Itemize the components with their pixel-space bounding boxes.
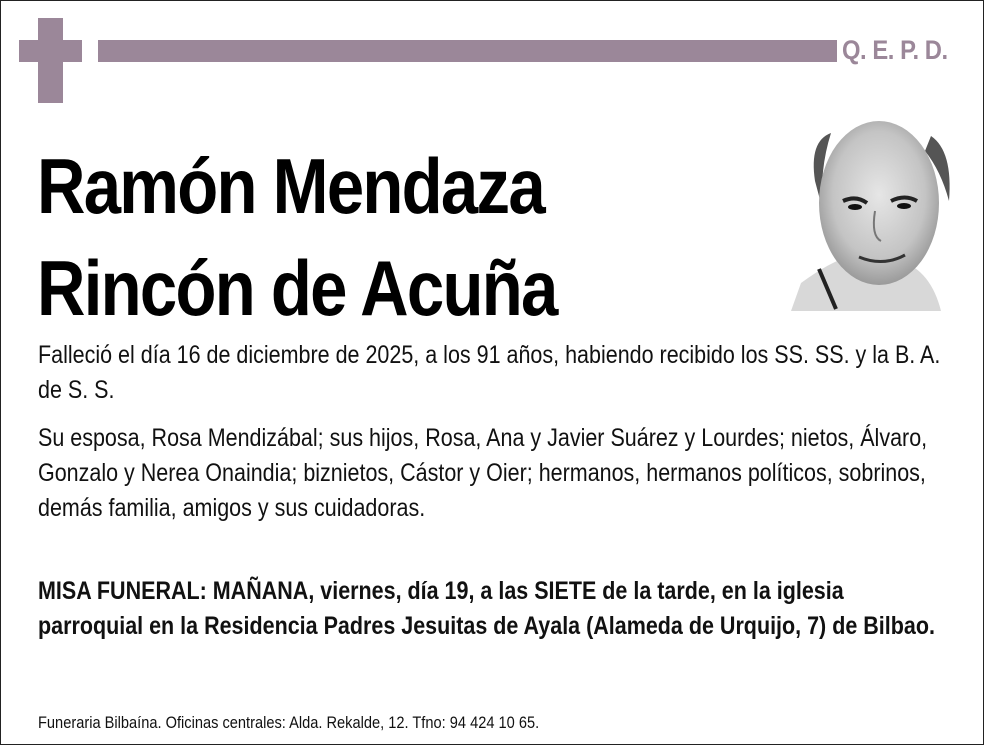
funeral-home-footer: Funeraria Bilbaína. Oficinas centrales: Alda. Rekalde, 12. Tfno: 94 424 10 65. xyxy=(38,713,540,732)
funeral-mass-paragraph: MISA FUNERAL: MAÑANA, viernes, día 19, a las SIETE de la tarde, en la iglesia parroquial en la Residencia Padres Jesuitas de Ayala (Alameda de Urquijo, 7) de Bilbao. xyxy=(38,577,935,640)
cross-icon-bar xyxy=(19,40,82,62)
header-rule xyxy=(98,40,837,62)
name-line-2: Rincón de Acuña xyxy=(37,244,557,332)
portrait-photo xyxy=(791,111,961,311)
name-line-1: Ramón Mendaza xyxy=(37,142,544,230)
qepd-label: Q. E. P. D. xyxy=(842,35,948,65)
death-notice-paragraph: Falleció el día 16 de diciembre de 2025, a los 91 años, habiendo recibido los SS. SS. y la B. A. de S. S. xyxy=(38,341,941,404)
family-paragraph: Su esposa, Rosa Mendizábal; sus hijos, Rosa, Ana y Javier Suárez y Lourdes; nietos, Álvaro, Gonzalo y Nerea Onaindia; biznietos, Cástor y Oier; hermanos, hermanos políticos, sobrinos, demás familia, amigos y sus cuidadoras. xyxy=(38,424,928,522)
deceased-name xyxy=(37,135,557,339)
